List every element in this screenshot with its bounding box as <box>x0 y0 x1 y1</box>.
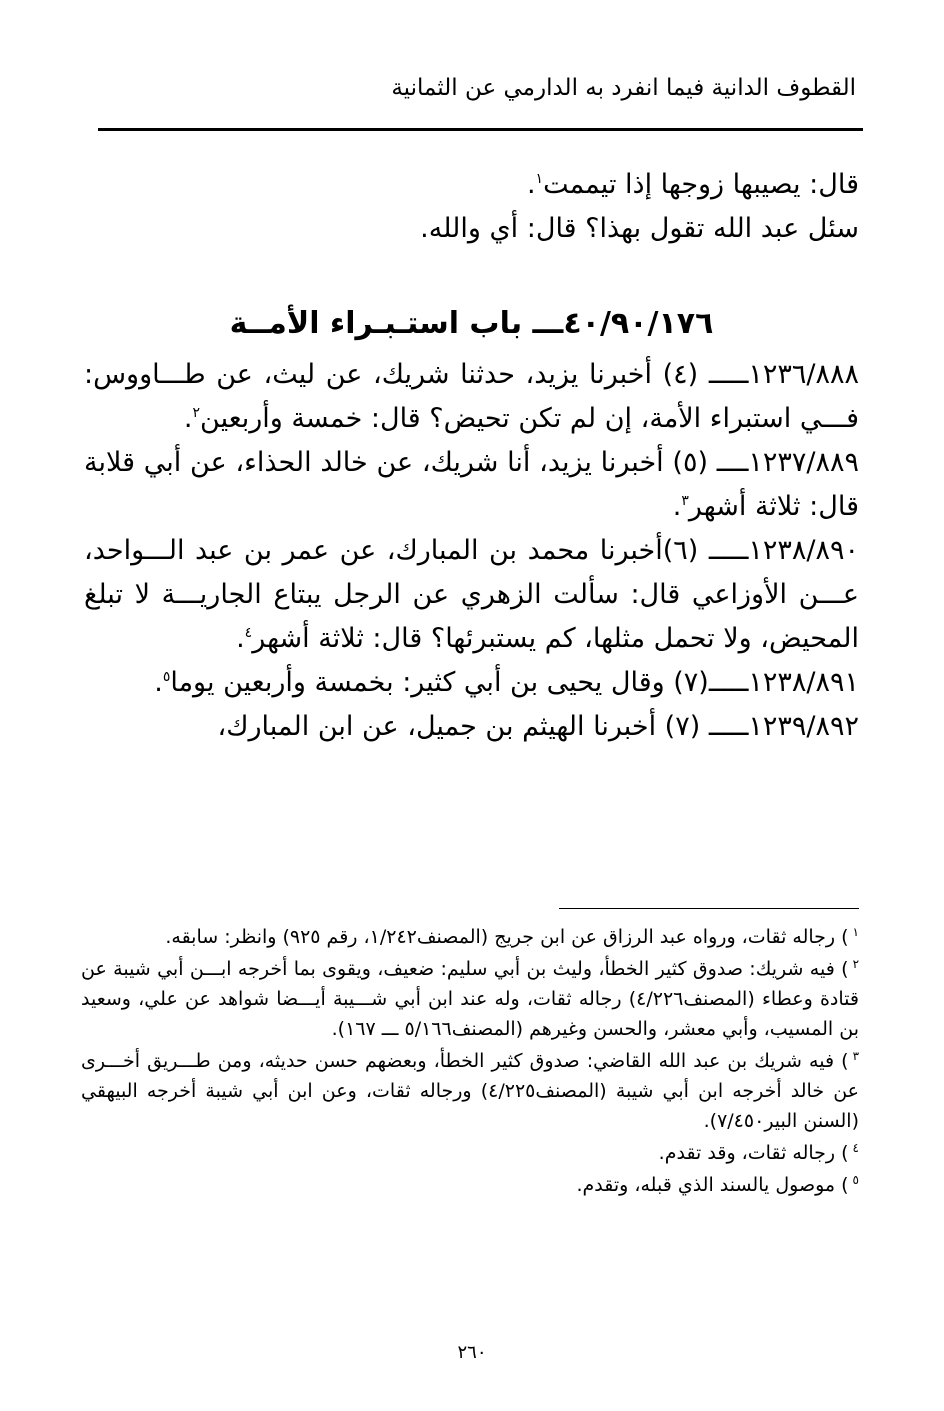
footnote-text: رجاله ثقات، وقد تقدم. <box>658 1142 836 1164</box>
intro-line <box>84 163 859 207</box>
hadith-text: ١٢٣٧/٨٨٩ــــ (٥) أخبرنا يزيد، أنا شريك، عن خالد الحذاء، عن أبي قلابة قال: ثلاثة أشهر <box>84 447 859 522</box>
intro-line-tail: . <box>526 169 536 200</box>
hadith-tail: . <box>236 623 245 654</box>
footnote: $^٥$) موصول يالسند الذي قبله، وتقدم. <box>576 1172 859 1196</box>
hadith-text: ١٢٣٨/٨٩١ـــــ(٧) وقال يحيى بن أبي كثير: بخمسة وأربعين يوما <box>170 667 859 698</box>
footnote-ref: ٥ <box>162 669 171 685</box>
footnote-ref: ٣ <box>681 493 689 509</box>
intro-text <box>84 163 859 251</box>
intro-line-text: قال: يصيبها زوجها إذا تيممت <box>543 169 859 200</box>
hadith-tail: . <box>672 491 682 522</box>
hadith-entry <box>84 441 859 529</box>
footnote-text: فيه شريك: صدوق كثير الخطأ، وليث بن أبي سليم: ضعيف، ويقوى بما أخرجه ابـــن أبي شيبة عن قتادة وعطاء (المصنف٤/٢٢٦) رجاله ثقات، وله عند ابن أبي شـــيبة أيـــضا شواهد عن علي، وسعيد بن المسيب، وأبي معشر، والحسن وغيرهم (المصنف٥/١٦٦ ـــ ١٦٧). <box>81 958 859 1040</box>
chapter-heading: ٤٠/٩٠/١٧٦ـــ باب استـبـراء الأمــة <box>229 306 714 341</box>
hadith-text: ١٢٣٩/٨٩٢ـــــ (٧) أخبرنا الهيثم بن جميل، عن ابن المبارك، <box>217 711 859 742</box>
footnote: $^٣$) فيه شريك بن عبد الله القاضي: صدوق كثير الخطأ، وبعضهم حسن حديثه، ومن طـــريق أخـــرى عن خالد أخرجه ابن أبي شيبة (المصنف٤/٢٢٥) ورجاله ثقات، وعن ابن أبي شيبة أخرجه البيهقي (السنن البير٧/٤٥٠). <box>81 1048 860 1132</box>
footnote-mark: ٢ <box>852 956 860 971</box>
header-rule <box>98 128 863 131</box>
hadith-tail: . <box>154 667 163 698</box>
footnote-text: موصول يالسند الذي قبله، وتقدم. <box>576 1174 836 1196</box>
hadith-entry <box>84 353 859 441</box>
hadith-entry <box>84 661 859 705</box>
footnote-mark: ١ <box>852 924 859 939</box>
footnote: $^١$) رجاله ثقات، ورواه عبد الرزاق عن ابن جريج (المصنف١/٢٤٢، رقم ٩٢٥) وانظر: سابقه. <box>165 924 859 948</box>
intro-line <box>84 207 859 251</box>
footnote-separator <box>559 908 859 909</box>
footnote-ref: ٤ <box>244 625 253 641</box>
footnote-text: فيه شريك بن عبد الله القاضي: صدوق كثير الخطأ، وبعضهم حسن حديثه، ومن طـــريق أخـــرى عن خالد أخرجه ابن أبي شيبة (المصنف٤/٢٢٥) ورجاله ثقات، وعن ابن أبي شيبة أخرجه البيهقي (السنن البير٧/٤٥٠). <box>81 1050 859 1132</box>
footnote: $^٢$) فيه شريك: صدوق كثير الخطأ، وليث بن أبي سليم: ضعيف، ويقوى بما أخرجه ابـــن أبي شيبة عن قتادة وعطاء (المصنف٤/٢٢٦) رجاله ثقات، وله عند ابن أبي شـــيبة أيـــضا شواهد عن علي، وسعيد بن المسيب، وأبي معشر، والحسن وغيرهم (المصنف٥/١٦٦ ـــ ١٦٧). <box>81 956 860 1040</box>
footnote-ref: ٢ <box>192 405 201 421</box>
intro-line-text: سئل عبد الله تقول بهذا؟ قال: أي والله. <box>420 213 859 244</box>
footnote: $^٤$) رجاله ثقات، وقد تقدم. <box>658 1140 859 1164</box>
page-number: ٢٦٠ <box>457 1342 487 1363</box>
hadith-entry <box>84 705 859 749</box>
footnote-mark: ٣ <box>852 1048 860 1063</box>
hadith-list <box>84 353 859 749</box>
hadith-entry <box>84 529 859 661</box>
footnote-mark: ٥ <box>852 1172 859 1187</box>
hadith-text: ١٢٣٦/٨٨٨ـــــ (٤) أخبرنا يزيد، حدثنا شريك، عن ليث، عن طـــاووس: فـــي استبراء الأمة، إن لم تكن تحيض؟ قال: خمسة وأربعين <box>84 359 859 434</box>
running-header: القطوف الدانية فيما انفرد به الدارمي عن الثمانية <box>391 75 856 101</box>
footnote-text: رجاله ثقات، ورواه عبد الرزاق عن ابن جريج (المصنف١/٢٤٢، رقم ٩٢٥) وانظر: سابقه. <box>165 926 836 948</box>
footnotes <box>81 922 859 1202</box>
footnote-mark: ٤ <box>852 1140 859 1155</box>
hadith-tail: . <box>183 403 193 434</box>
footnote-ref: ١ <box>535 171 544 187</box>
hadith-text: ١٢٣٨/٨٩٠ـــــ (٦)أخبرنا محمد بن المبارك، عن عمر بن عبد الـــواحد، عـــن الأوزاعي قال: سألت الزهري عن الرجل يبتاع الجاريـــة لا تبلغ المحيض، ولا تحمل مثلها، كم يستبرئها؟ قال: ثلاثة أشهر <box>84 535 859 654</box>
